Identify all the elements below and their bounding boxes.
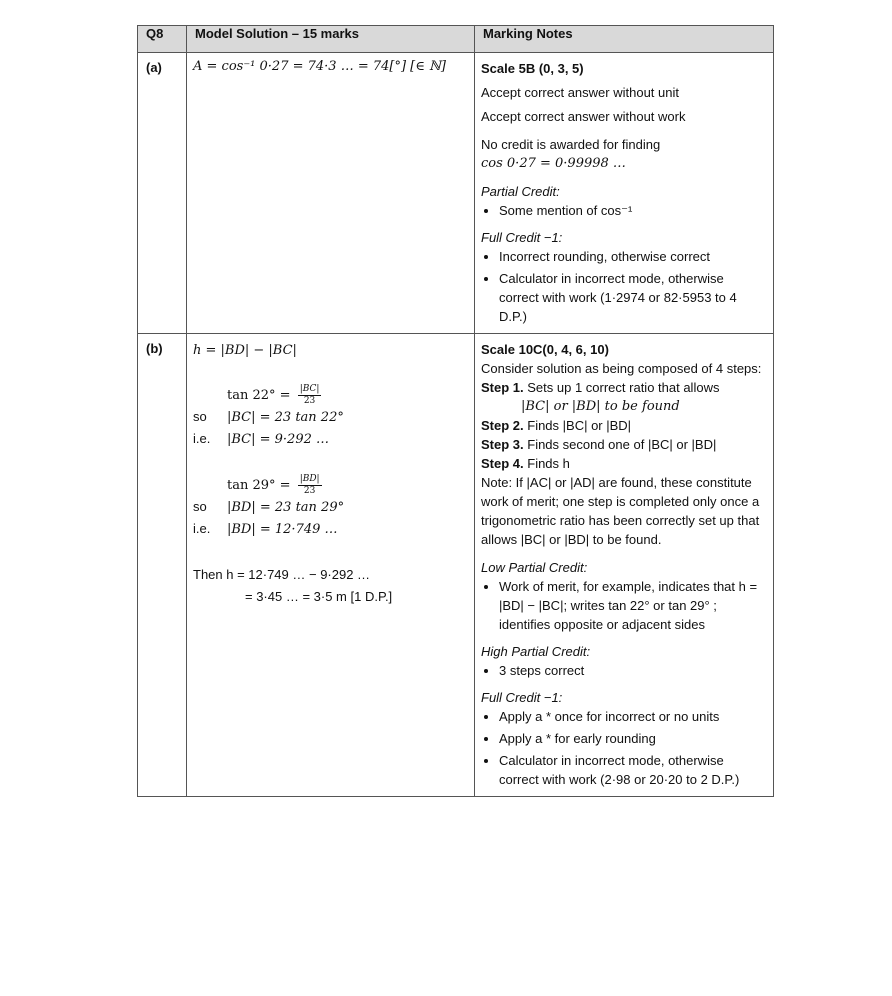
tan29-fraction xyxy=(298,474,322,497)
ie-eq-2: |BD| = 12·749 … xyxy=(227,522,338,537)
part-a-accept-2: Accept correct answer without work xyxy=(481,109,686,124)
tan22-left: tan 22° = xyxy=(227,388,291,403)
tan22-denominator: 23 xyxy=(303,396,316,406)
notes-header: Marking Notes xyxy=(475,26,774,53)
part-b-scale: Scale 10C(0, 4, 6, 10) xyxy=(481,342,609,357)
part-a-no-credit-1: No credit is awarded for finding xyxy=(481,137,661,152)
step-3 xyxy=(481,435,767,454)
part-b-full-heading: Full Credit −1: xyxy=(481,690,563,705)
part-b-full-list xyxy=(481,707,767,789)
step-2-text: Finds |BC| or |BD| xyxy=(527,418,632,433)
part-a-label: (a) xyxy=(138,53,187,334)
so-eq-1: |BC| = 23 tan 22° xyxy=(227,410,344,425)
part-a-full-heading: Full Credit −1: xyxy=(481,230,563,245)
so-eq-2: |BD| = 23 tan 29° xyxy=(227,500,345,515)
ie-label-2: i.e. xyxy=(193,521,211,536)
part-b-label: (b) xyxy=(138,334,187,797)
step-3-label: Step 3. xyxy=(481,437,524,452)
part-a-solution-cell xyxy=(187,53,475,334)
so-label-2: so xyxy=(193,499,207,514)
solution-header: Model Solution – 15 marks xyxy=(187,26,475,53)
tan22-numerator: |BC| xyxy=(299,384,320,394)
tan22-fraction xyxy=(298,384,322,407)
step-2-label: Step 2. xyxy=(481,418,524,433)
so-label-1: so xyxy=(193,409,207,424)
step-3-text: Finds second one of |BC| or |BD| xyxy=(527,437,717,452)
list-item: • 3 steps correct xyxy=(499,661,767,680)
part-a-partial-heading: Partial Credit: xyxy=(481,184,560,199)
ie-line-1 xyxy=(193,428,468,450)
step-1-text-2: |BC| or |BD| to be found xyxy=(521,399,680,414)
list-item: • Incorrect rounding, otherwise correct xyxy=(499,247,767,266)
table-row-part-b xyxy=(138,334,774,797)
tan29-numerator: |BD| xyxy=(299,474,320,484)
part-b-low-heading: Low Partial Credit: xyxy=(481,560,588,575)
step-1-text: Sets up 1 correct ratio that allows xyxy=(527,380,720,395)
so-line-2 xyxy=(193,496,468,518)
step-1-label: Step 1. xyxy=(481,380,524,395)
ie-eq-1: |BC| = 9·292 … xyxy=(227,432,330,447)
part-a-solution: A = cos⁻¹ 0·27 = 74·3 … = 74[°] [∈ ℕ] xyxy=(193,59,446,74)
tan29-denominator: 23 xyxy=(303,486,316,496)
so-line-1 xyxy=(193,406,468,428)
list-item: • Calculator in incorrect mode, otherwise correct with work (1·2974 or 82·5953 to 4 D.P.) xyxy=(499,269,767,326)
list-item: • Apply a * for early rounding xyxy=(499,729,767,748)
part-b-note: Note: If |AC| or |AD| are found, these constitute work of merit; one step is completed only once a trigonometric ratio has been correctly set up that allows |BC| or |BD| to be found. xyxy=(481,475,760,547)
step-4-text: Finds h xyxy=(527,456,570,471)
then-line: Then h = 12·749 … − 9·292 … xyxy=(193,567,371,582)
step-1 xyxy=(481,378,767,397)
part-b-h-equation: h = |BD| − |BC| xyxy=(193,343,297,358)
step-4-label: Step 4. xyxy=(481,456,524,471)
list-item: • Apply a * once for incorrect or no units xyxy=(499,707,767,726)
tan29-left: tan 29° = xyxy=(227,478,291,493)
ie-line-2 xyxy=(193,518,468,540)
part-b-high-list xyxy=(481,661,767,680)
part-a-partial-list xyxy=(481,201,767,220)
list-item: • Work of merit, for example, indicates that h = |BD| − |BC|; writes tan 22° or tan 29° ; identifies opposite or adjacent sides xyxy=(499,577,767,634)
part-b-high-heading: High Partial Credit: xyxy=(481,644,591,659)
list-item: • Calculator in incorrect mode, otherwise correct with work (2·98 or 20·20 to 2 D.P.) xyxy=(499,751,767,789)
part-b-low-list xyxy=(481,577,767,634)
ie-label-1: i.e. xyxy=(193,431,211,446)
part-b-solution-cell xyxy=(187,334,475,797)
table-row-part-a xyxy=(138,53,774,334)
table-header-row xyxy=(138,26,774,53)
final-answer-line: = 3·45 … = 3·5 m [1 D.P.] xyxy=(245,589,393,604)
part-a-notes-cell xyxy=(475,53,774,334)
part-a-accept-1: Accept correct answer without unit xyxy=(481,85,679,100)
part-a-scale: Scale 5B (0, 3, 5) xyxy=(481,61,584,76)
marking-scheme-table xyxy=(137,25,774,797)
part-a-no-credit-2: cos 0·27 = 0·99998 … xyxy=(481,156,626,171)
step-2 xyxy=(481,416,767,435)
step-4 xyxy=(481,454,767,473)
part-b-consider: Consider solution as being composed of 4 steps: xyxy=(481,361,762,376)
part-a-full-list xyxy=(481,247,767,326)
part-b-notes-cell xyxy=(475,334,774,797)
tan22-equation xyxy=(193,384,468,406)
tan29-equation xyxy=(193,474,468,496)
question-header: Q8 xyxy=(138,26,187,53)
list-item: • Some mention of cos⁻¹ xyxy=(499,201,767,220)
